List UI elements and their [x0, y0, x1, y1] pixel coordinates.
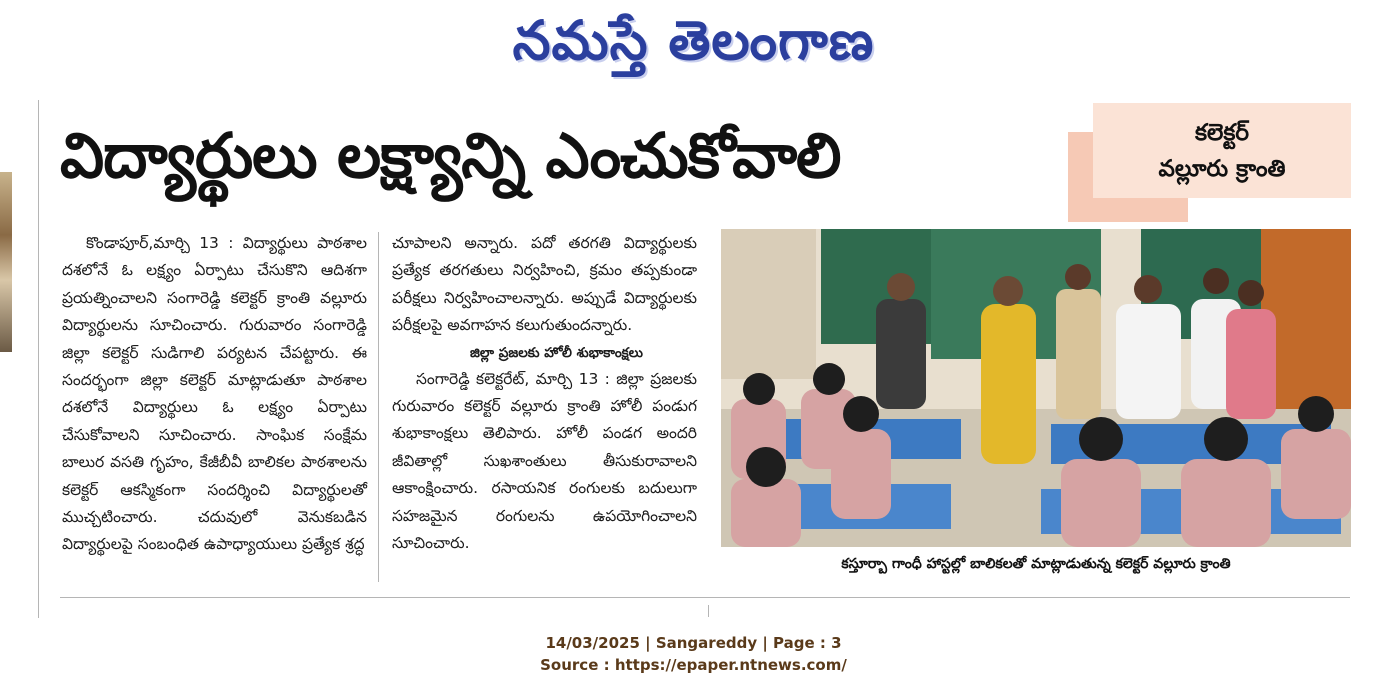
column-divider — [378, 232, 379, 582]
article-headline: విద్యార్థులు లక్ష్యాన్ని ఎంచుకోవాలి — [60, 119, 841, 192]
article-paragraph-holi: సంగారెడ్డి కలెక్టరేట్, మార్చి 13 : జిల్లా ప్రజలకు గురువారం కలెక్టర్ వల్లూరు క్రాంతి హోలీ పండుగ శుభాకాంక్షలు తెలిపారు. హోలీ పండగ అందరి జీవితాల్లో సుఖశాంతులు తీసుకురావాలని ఆకాంక్షించారు. రసాయనిక రంగులకు బదులుగా సహజమైన రంగులను ఉపయోగించాలని సూచించారు. — [392, 369, 697, 553]
bottom-divider — [708, 605, 709, 617]
newspaper-logo: నమస్తే తెలంగాణ — [512, 9, 875, 72]
masthead — [0, 0, 1387, 95]
byline-box — [1093, 103, 1351, 198]
article-column-2 — [392, 230, 697, 557]
footer-source: Source : https://epaper.ntnews.com/ — [540, 656, 847, 674]
page-bottom-rule — [60, 597, 1350, 598]
classroom-photo-illustration — [721, 229, 1351, 547]
left-column-rule — [38, 100, 39, 618]
article-column-1 — [62, 230, 367, 559]
article-paragraph: కొండాపూర్,మార్చి 13 : విద్యార్థులు పాఠశాల దశలోనే ఓ లక్ష్యం ఏర్పాటు చేసుకొని ఆదిశగా ప్రయత్నించాలని సంగారెడ్డి కలెక్టర్ క్రాంతి వల్లూరు విద్యార్థులను సూచించారు. గురువారం సంగారెడ్డి జిల్లా కలెక్టర్ సుడిగాలి పర్యటన చేపట్టారు. ఈ సందర్భంగా జిల్లా కలెక్టర్ మాట్లాడుతూ పాఠశాల దశలోనే విద్యార్థులు ఓ లక్ష్యం ఏర్పాటు చేసుకోవాలని సూచించారు. సాంఘిక సంక్షేమ బాలుర వసతి గృహం, కేజీబీవీ బాలికల పాఠశాలను కలెక్టర్ ఆకస్మికంగా సందర్శించి విద్యార్థులతో ముచ్చటించారు. చదువులో వెనుకబడిన విద్యార్థులపై సంబంధిత ఉపాధ్యాయులు ప్రత్యేక శ్రద్ధ — [62, 234, 367, 554]
article-paragraph-continued: చూపాలని అన్నారు. పదో తరగతి విద్యార్థులకు ప్రత్యేక తరగతులు నిర్వహించి, క్రమం తప్పకుండా పరీక్షలు నిర్వహించాలన్నారు. అప్పుడే విద్యార్థులకు పరీక్షలపై అవగాహన కలుగుతుందన్నారు. — [392, 234, 697, 335]
byline-name: వల్లూరు క్రాంతి — [1158, 155, 1286, 182]
photo-caption: కస్తూర్బా గాంధీ హాస్టల్లో బాలికలతో మాట్లాడుతున్న కలెక్టర్ వల్లూరు క్రాంతి — [841, 556, 1231, 572]
article-subheading: జిల్లా ప్రజలకు హోలీ శుభాకాంక్షలు — [470, 344, 643, 361]
epaper-footer — [0, 632, 1387, 676]
neighbor-photo-fragment — [0, 172, 12, 352]
article-photo — [721, 229, 1351, 547]
footer-date-page: 14/03/2025 | Sangareddy | Page : 3 — [545, 634, 842, 652]
byline-designation: కలెక్టర్ — [1195, 119, 1249, 146]
